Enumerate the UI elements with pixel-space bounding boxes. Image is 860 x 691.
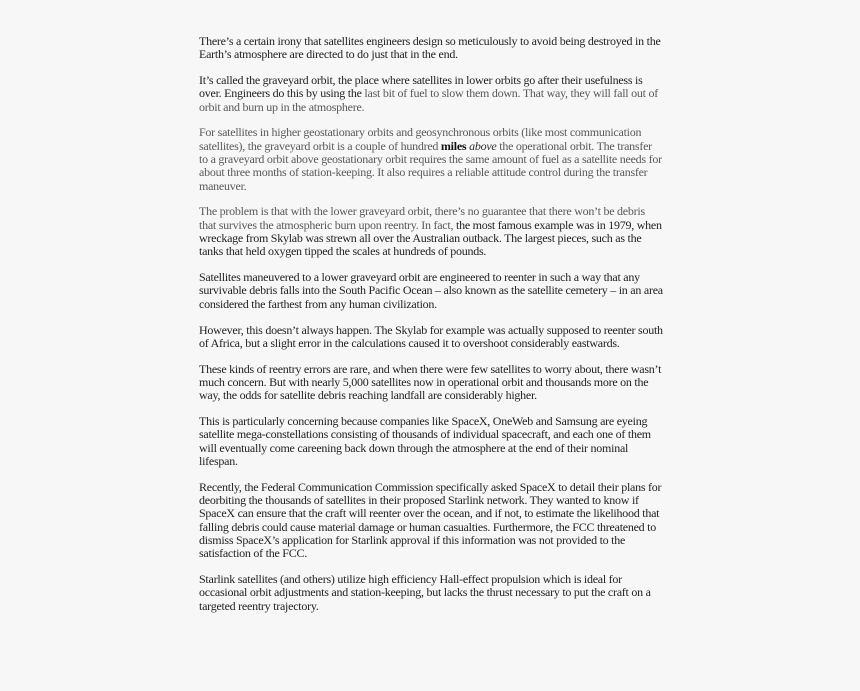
paragraph xyxy=(199,481,663,561)
text-run: the operational orbit. The transfer to a graveyard orbit above geostationary orbit requires the same amount of fuel as a satellite needs for about three months of station-keeping. It also requires a reliable attitude control during the transfer maneuver. xyxy=(199,138,662,193)
text-run: However, this doesn’t always happen. The Skylab for example was actually supposed to reenter south of Africa, but a slight error in the calculations caused it to overshoot considerably eastwards. xyxy=(199,322,663,350)
article-body xyxy=(199,35,663,625)
text-run: the most famous example was in 1979, when wreckage from Skylab was strewn all over the Australian outback. The largest pieces, such as the tanks that held oxygen tipped the scales at hundreds of pounds. xyxy=(199,217,662,259)
paragraph xyxy=(199,415,663,468)
text-run: Recently, the Federal Communication Commission specifically asked SpaceX to detail their plans for deorbiting the thousands of satellites in their proposed Starlink network. They wanted to know if SpaceX can ensure that the craft will reenter over the ocean, and if not, to estimate the likelihood that falling debris could cause material damage or human casualties. Furthermore, the FCC threatened to dismiss SpaceX’s application for Starlink approval if this information was not provided to the satisfaction of the FCC. xyxy=(199,479,662,561)
paragraph xyxy=(199,126,663,192)
text-run: This is particularly concerning because companies like SpaceX, OneWeb and Samsung are eyeing satellite mega-constellations consisting of thousands of individual spacecraft, and each one of them will eventually come careening back down through the atmosphere at the end of their nominal lifespan. xyxy=(199,414,651,468)
paragraph xyxy=(199,363,663,403)
text-run: It’s called the graveyard orbit, the place where satellites in lower orbits go after their usefulness is over. Engineers do this by using the xyxy=(199,73,643,101)
paragraph xyxy=(199,324,663,351)
text-run: above xyxy=(469,138,497,153)
text-run: For satellites in higher geostationary orbits and geosynchronous orbits (like most communication satellites), the graveyard orbit is a couple of hundred xyxy=(199,125,642,153)
text-run: The problem is that with the lower graveyard orbit, there’s no guarantee that there won’t be debris that survives the atmospheric burn upon reentry. In fact, xyxy=(199,204,645,232)
paragraph xyxy=(199,205,663,258)
paragraph xyxy=(199,35,663,62)
text-run: last bit of fuel to slow them down. That way, they will fall out of orbit and burn up in the atmosphere. xyxy=(199,86,658,114)
paragraph xyxy=(199,271,663,311)
text-run: Satellites maneuvered to a lower graveyard orbit are engineered to reenter in such a way that any survivable debris falls into the South Pacific Ocean – also known as the satellite cemetery – in an area considered the farthest from any human civilization. xyxy=(199,270,663,311)
paragraph xyxy=(199,573,663,613)
text-run: Starlink satellites (and others) utilize high efficiency Hall-effect propulsion which is ideal for occasional orbit adjustments and station-keeping, but lacks the thrust necessary to put the craft on a targeted reentry trajectory. xyxy=(199,572,651,613)
paragraph xyxy=(199,74,663,114)
text-run: There’s a certain irony that satellites engineers design so meticulously to avoid being destroyed in the Earth’s atmosphere are directed to do just that in the end. xyxy=(199,34,661,62)
text-run: These kinds of reentry errors are rare, and when there were few satellites to worry about, there wasn’t much concern. But with nearly 5,000 satellites now in operational orbit and thousands more on the way, the odds for satellite debris reaching landfall are considerably higher. xyxy=(199,361,662,403)
text-run: miles xyxy=(440,138,467,153)
